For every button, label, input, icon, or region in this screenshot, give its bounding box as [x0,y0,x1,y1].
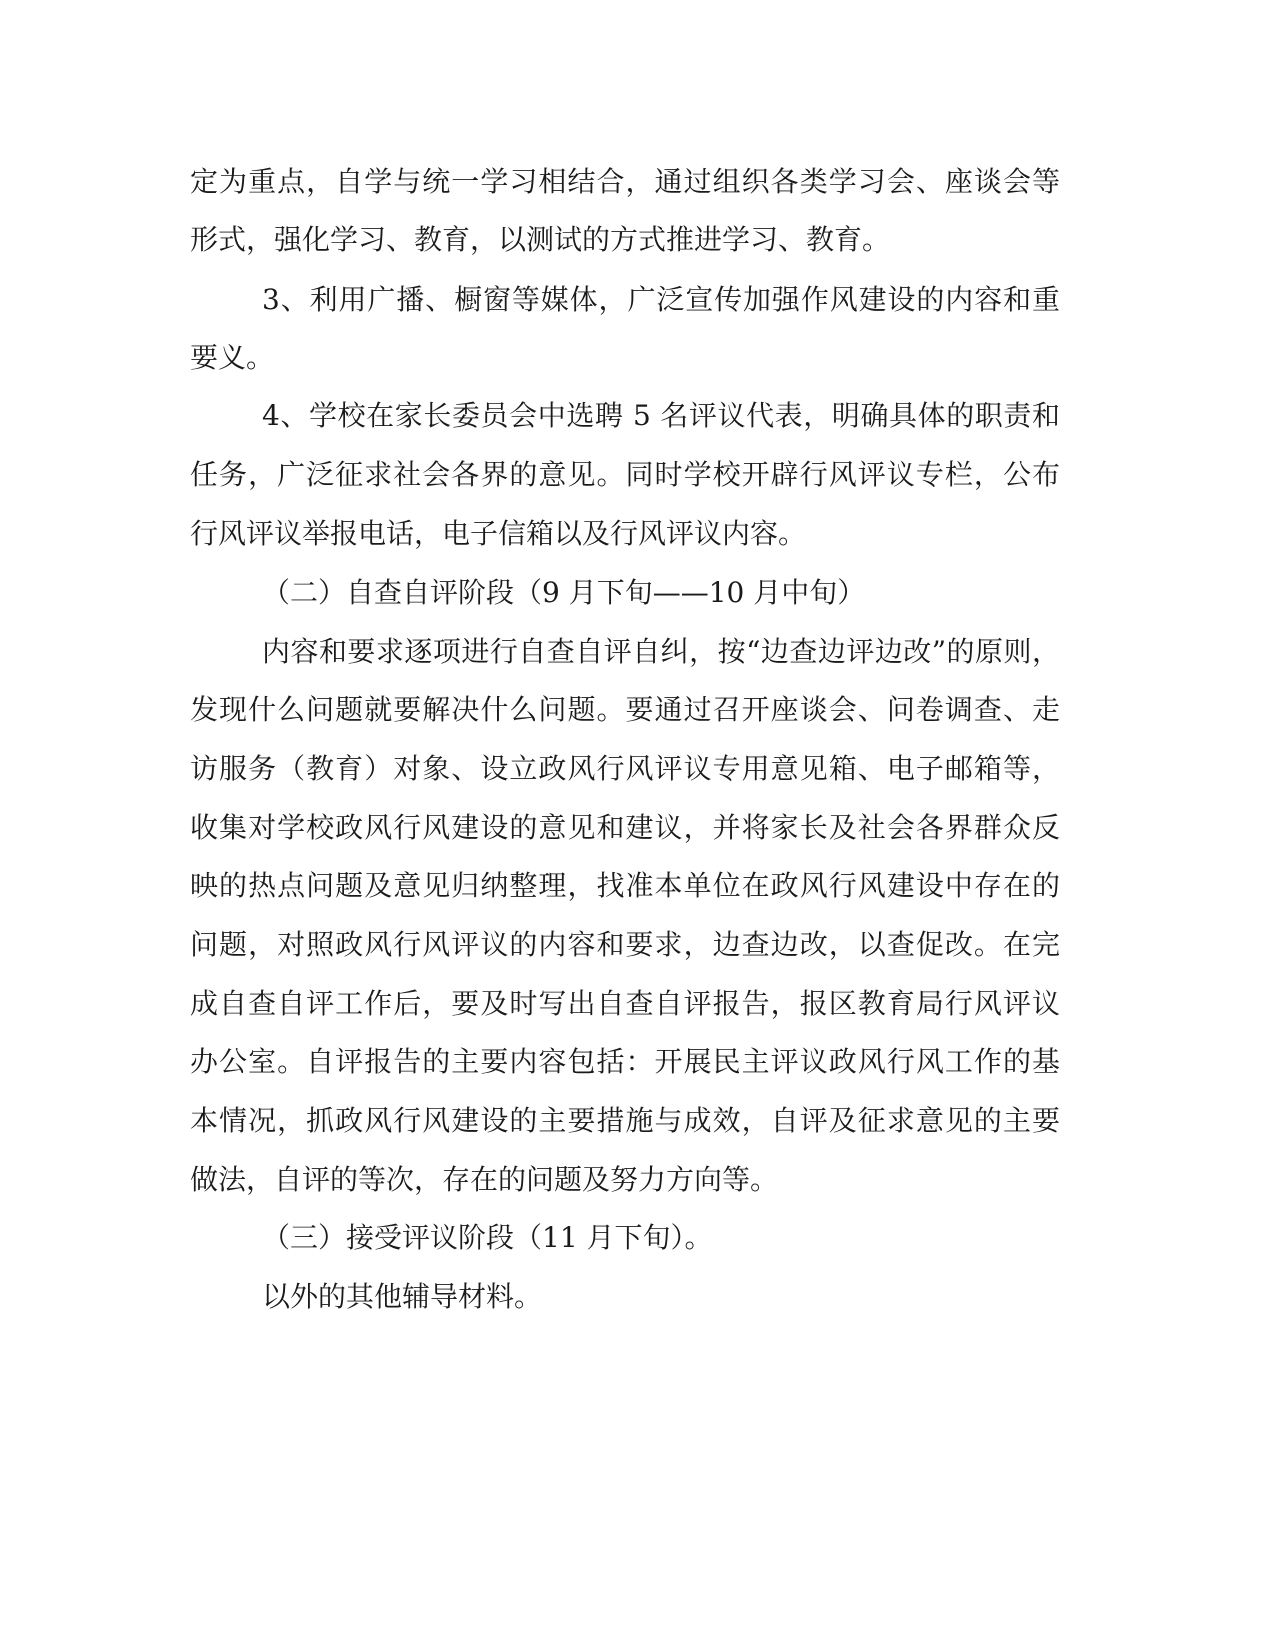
section-heading: （二）自查自评阶段（9 月下旬——10 月中旬） [262,576,866,609]
text-line: 定为重点，自学与统一学习相结合，通过组织各类学习会、座谈会等 [190,165,1060,198]
text-line: 做法，自评的等次，存在的问题及努力方向等。 [190,1163,779,1196]
text-line: 办公室。自评报告的主要内容包括：开展民主评议政风行风工作的基 [190,1045,1060,1078]
text-line: 4、学校在家长委员会中选聘 5 名评议代表，明确具体的职责和 [262,399,1060,432]
text-line: 内容和要求逐项进行自查自评自纠，按“边查边评边改”的原则， [262,635,1060,668]
text-line: 要义。 [190,341,275,374]
text-line: 形式，强化学习、教育，以测试的方式推进学习、教育。 [190,223,891,256]
text-line: 任务，广泛征求社会各界的意见。同时学校开辟行风评议专栏，公布 [190,458,1060,491]
text-line: 成自查自评工作后，要及时写出自查自评报告，报区教育局行风评议 [190,987,1060,1020]
text-line: 问题，对照政风行风评议的内容和要求，边查边改，以查促改。在完 [190,928,1060,961]
text-line: 以外的其他辅导材料。 [262,1280,543,1313]
text-line: 映的热点问题及意见归纳整理，找准本单位在政风行风建设中存在的 [190,869,1060,902]
text-line: 访服务（教育）对象、设立政风行风评议专用意见箱、电子邮箱等， [190,752,1060,785]
text-line: 行风评议举报电话，电子信箱以及行风评议内容。 [190,517,807,550]
section-heading: （三）接受评议阶段（11 月下旬）。 [262,1221,713,1254]
text-line: 本情况，抓政风行风建设的主要措施与成效，自评及征求意见的主要 [190,1104,1060,1137]
text-line: 发现什么问题就要解决什么问题。要通过召开座谈会、问卷调查、走 [190,693,1060,726]
text-line: 收集对学校政风行风建设的意见和建议，并将家长及社会各界群众反 [190,811,1060,844]
text-line: 3、利用广播、橱窗等媒体，广泛宣传加强作风建设的内容和重 [262,283,1060,316]
